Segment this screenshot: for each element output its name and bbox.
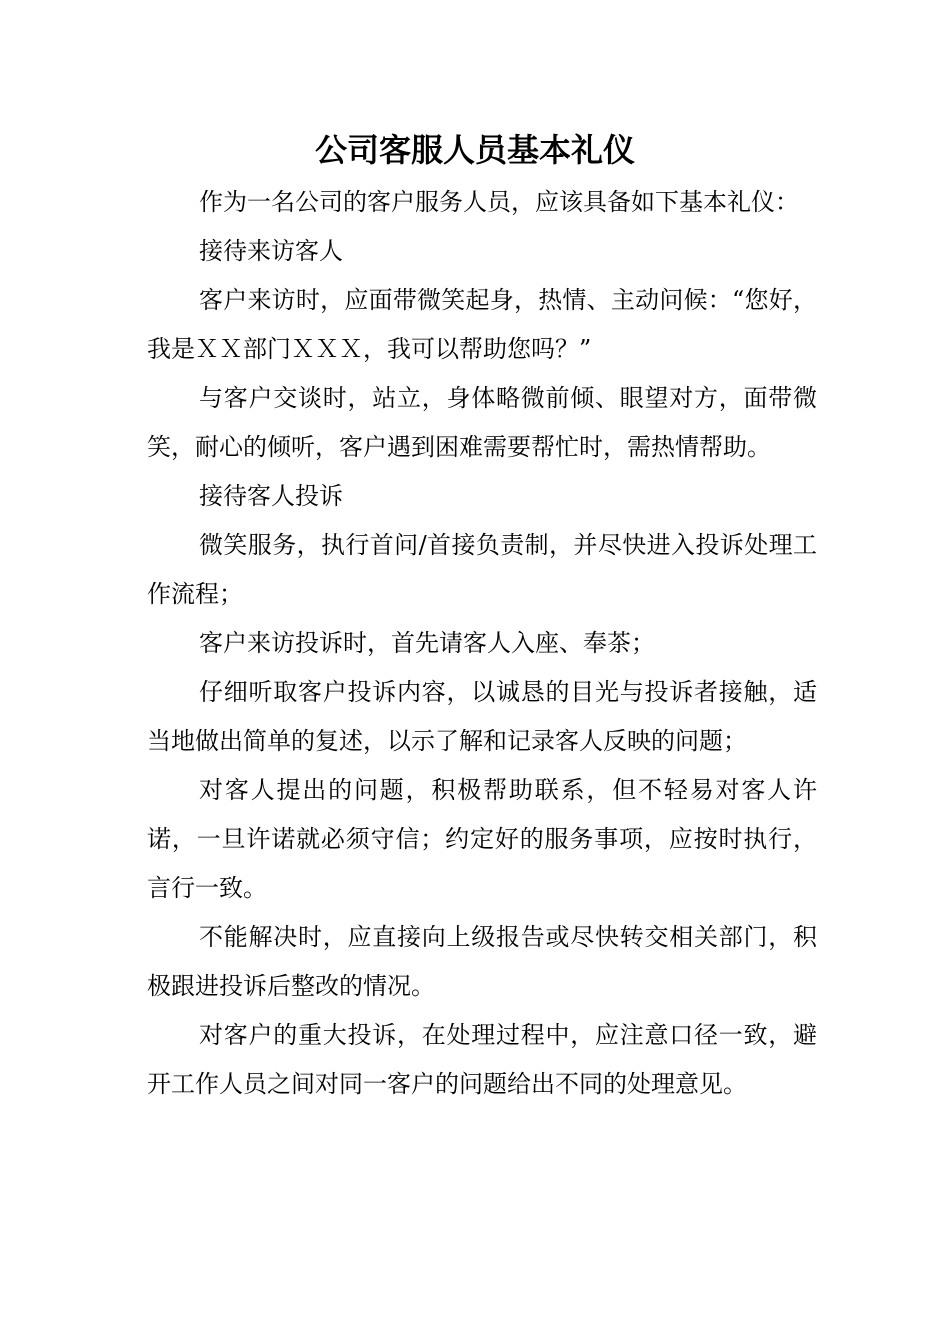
section-heading-complaints: 接待客人投诉 <box>199 482 343 510</box>
document-body <box>147 178 817 1109</box>
section-heading-visitors: 接待来访客人 <box>199 237 343 265</box>
paragraph-seat-tea: 客户来访投诉时，首先请客人入座、奉茶； <box>199 629 655 657</box>
paragraph-intro: 作为一名公司的客户服务人员，应该具备如下基本礼仪： <box>199 188 799 216</box>
document-title: 公司客服人员基本礼仪 <box>314 131 635 169</box>
paragraph-escalate: 不能解决时，应直接向上级报告或尽快转交相关部门，积极跟进投诉后整改的情况。 <box>147 923 817 1000</box>
paragraph-promise: 对客人提出的问题，积极帮助联系，但不轻易对客人许诺，一旦许诺就必须守信；约定好的服务事项，应按时执行，言行一致。 <box>147 776 817 902</box>
paragraph-listen: 仔细听取客户投诉内容，以诚恳的目光与投诉者接触，适当地做出简单的复述，以示了解和记录客人反映的问题； <box>147 678 817 755</box>
paragraph-greeting: 客户来访时，应面带微笑起身，热情、主动问候：“您好，我是ＸＸ部门ＸＸＸ，我可以帮助您吗？” <box>147 286 817 363</box>
paragraph-conversation: 与客户交谈时，站立，身体略微前倾、眼望对方，面带微笑，耐心的倾听，客户遇到困难需要帮忙时，需热情帮助。 <box>147 384 817 461</box>
paragraph-major-complaints: 对客户的重大投诉，在处理过程中，应注意口径一致，避开工作人员之间对同一客户的问题给出不同的处理意见。 <box>147 1021 817 1098</box>
paragraph-smile-service: 微笑服务，执行首问/首接负责制，并尽快进入投诉处理工作流程； <box>147 531 817 608</box>
